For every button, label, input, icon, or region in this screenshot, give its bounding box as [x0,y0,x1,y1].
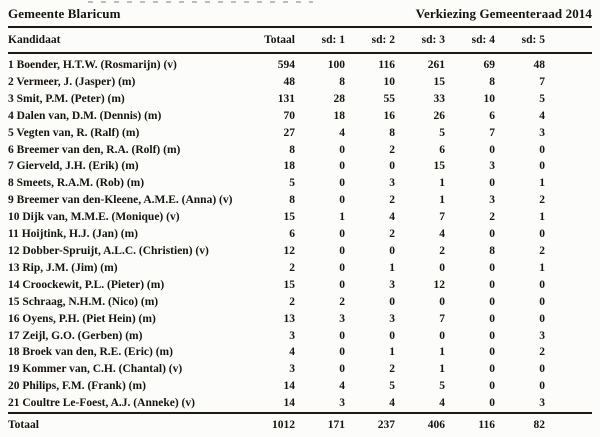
vote-count-cell: 1 [439,177,445,190]
vote-count-cell: 4 [339,380,345,393]
spacer-cell [545,378,592,395]
spacer-cell [545,91,592,108]
column-header: sd: 5 [495,28,545,53]
vote-count-cell: 0 [539,143,545,156]
vote-count-cell: 0 [539,228,545,241]
total-count-cell: 116 [445,413,495,437]
table-row [8,158,592,175]
candidate-name-cell: 11 Hoijtink, H.J. (Jan) (m) [8,228,139,241]
vote-count-cell: 48 [283,75,295,88]
vote-count-cell: 0 [439,329,445,342]
vote-count-cell: 0 [489,363,495,376]
spacer-cell [545,311,592,328]
vote-count-cell: 4 [289,346,295,359]
vote-count-cell: 18 [283,160,295,173]
spacer-cell [545,260,592,277]
vote-count-cell: 0 [489,143,495,156]
spacer-cell [545,243,592,260]
vote-count-cell: 6 [489,109,495,122]
vote-count-cell: 4 [439,228,445,241]
vote-count-cell: 0 [339,363,345,376]
table-row [8,378,592,395]
vote-count-cell: 6 [289,228,295,241]
total-count-cell: 406 [395,413,445,437]
vote-count-cell: 16 [383,109,395,122]
vote-count-cell: 1 [389,346,395,359]
spacer-cell [545,53,592,74]
table-row [8,192,592,209]
vote-count-cell: 3 [289,363,295,376]
candidate-name-cell: 8 Smeets, R.A.M. (Rob) (m) [8,177,145,190]
table-row [8,108,592,125]
vote-count-cell: 8 [389,126,395,139]
vote-count-cell: 3 [539,126,545,139]
vote-count-cell: 100 [327,59,345,71]
vote-count-cell: 48 [533,59,545,71]
candidate-name-cell: 19 Kommer van, C.H. (Chantal) (v) [8,363,183,376]
vote-count-cell: 0 [489,228,495,241]
spacer-cell [545,328,592,345]
vote-count-cell: 261 [427,59,445,71]
vote-count-cell: 3 [539,329,545,342]
vote-count-cell: 0 [489,312,495,325]
total-count-cell: 237 [345,413,395,437]
candidate-name-cell: 1 Boender, H.T.W. (Rosmarijn) (v) [8,59,177,71]
candidate-name-cell: 17 Zeijl, G.O. (Gerben) (m) [8,329,143,342]
vote-count-cell: 7 [439,211,445,224]
vote-count-cell: 0 [489,295,495,308]
vote-count-cell: 0 [489,278,495,291]
vote-count-cell: 14 [283,380,295,393]
vote-count-cell: 2 [439,244,445,257]
table-row [8,361,592,378]
vote-count-cell: 10 [383,75,395,88]
vote-count-cell: 0 [339,177,345,190]
vote-count-cell: 0 [439,295,445,308]
candidate-name-cell: 21 Coultre Le-Foest, A.J. (Anneke) (v) [8,397,195,410]
total-count-cell: 82 [495,413,545,437]
vote-count-cell: 0 [339,194,345,207]
column-header: sd: 3 [395,28,445,53]
table-row [8,53,592,74]
table-footer [8,413,592,437]
vote-count-cell: 0 [389,329,395,342]
vote-count-cell: 1 [439,363,445,376]
candidate-name-cell: 10 Dijk van, M.M.E. (Monique) (v) [8,211,180,224]
vote-count-cell: 0 [539,160,545,173]
vote-count-cell: 7 [539,75,545,88]
vote-count-cell: 3 [489,194,495,207]
vote-count-cell: 2 [389,363,395,376]
vote-count-cell: 131 [277,92,295,105]
column-header-kandidaat: Kandidaat [8,28,245,53]
vote-count-cell: 2 [389,143,395,156]
candidate-name-cell: 14 Croockewit, P.L. (Pieter) (m) [8,278,165,291]
table-row [8,328,592,345]
vote-count-cell: 0 [339,278,345,291]
vote-count-cell: 0 [489,397,495,410]
vote-count-cell: 0 [489,329,495,342]
spacer-cell [545,125,592,142]
candidate-name-cell: 6 Breemer van den, R.A. (Rolf) (m) [8,143,181,156]
table-row [8,344,592,361]
vote-count-cell: 0 [339,143,345,156]
vote-count-cell: 5 [389,380,395,393]
vote-count-cell: 0 [439,261,445,274]
vote-count-cell: 15 [283,211,295,224]
table-row [8,74,592,91]
spacer-cell [545,361,592,378]
vote-count-cell: 5 [439,380,445,393]
column-header: sd: 4 [445,28,495,53]
table-row [8,175,592,192]
spacer-cell [545,209,592,226]
vote-count-cell: 0 [539,363,545,376]
spacer-cell [545,226,592,243]
candidate-name-cell: 7 Gierveld, J.H. (Erik) (m) [8,160,139,173]
vote-count-cell: 1 [439,194,445,207]
table-row [8,294,592,311]
spacer-cell [545,277,592,294]
candidate-name-cell: 15 Schraag, N.H.M. (Nico) (m) [8,295,159,308]
vote-count-cell: 15 [433,160,445,173]
vote-count-cell: 116 [378,59,395,71]
vote-count-cell: 0 [489,380,495,393]
candidate-name-cell: 18 Broek van den, R.E. (Eric) (m) [8,346,173,359]
total-count-cell: 1012 [245,413,295,437]
vote-count-cell: 8 [489,75,495,88]
table-row [8,277,592,294]
vote-count-cell: 2 [389,228,395,241]
vote-count-cell: 69 [483,59,495,71]
vote-count-cell: 2 [389,194,395,207]
spacer-cell [545,413,592,437]
candidate-name-cell: 16 Oyens, P.H. (Piet Hein) (m) [8,312,156,325]
candidate-name-cell: 2 Vermeer, J. (Jasper) (m) [8,75,136,88]
table-row [8,91,592,108]
vote-count-cell: 27 [283,126,295,139]
vote-count-cell: 8 [289,143,295,156]
table-body [8,53,592,413]
vote-count-cell: 7 [439,312,445,325]
results-table [8,28,592,437]
table-row [8,260,592,277]
spacer-cell [545,294,592,311]
candidate-name-cell: 9 Breemer van den-Kleene, A.M.E. (Anna) (v) [8,194,233,207]
vote-count-cell: 1 [539,211,545,224]
vote-count-cell: 3 [339,312,345,325]
vote-count-cell: 15 [433,75,445,88]
table-header [8,28,592,53]
vote-count-cell: 2 [339,295,345,308]
vote-count-cell: 2 [489,211,495,224]
total-label-cell: Totaal [8,413,245,437]
vote-count-cell: 3 [289,329,295,342]
vote-count-cell: 3 [489,160,495,173]
vote-count-cell: 1 [439,346,445,359]
table-row [8,395,592,413]
vote-count-cell: 0 [339,346,345,359]
spacer-cell [545,175,592,192]
vote-count-cell: 1 [539,261,545,274]
vote-count-cell: 1 [339,211,345,224]
vote-count-cell: 0 [489,261,495,274]
vote-count-cell: 0 [339,228,345,241]
vote-count-cell: 26 [433,109,445,122]
vote-count-cell: 0 [339,329,345,342]
vote-count-cell: 0 [539,380,545,393]
vote-count-cell: 4 [539,109,545,122]
vote-count-cell: 0 [539,278,545,291]
vote-count-cell: 70 [283,109,295,122]
total-row [8,413,592,437]
vote-count-cell: 5 [439,126,445,139]
vote-count-cell: 0 [539,295,545,308]
table-row [8,142,592,159]
vote-count-cell: 3 [339,397,345,410]
vote-count-cell: 2 [539,244,545,257]
candidate-name-cell: 5 Vegten van, R. (Ralf) (m) [8,126,140,139]
candidate-name-cell: 12 Dobber-Spruijt, A.L.C. (Christien) (v) [8,244,209,257]
vote-count-cell: 1 [539,177,545,190]
table-row [8,311,592,328]
vote-count-cell: 8 [339,75,345,88]
spacer-cell [545,108,592,125]
vote-count-cell: 15 [283,278,295,291]
vote-count-cell: 5 [289,177,295,190]
vote-count-cell: 3 [389,312,395,325]
table-row [8,125,592,142]
candidate-name-cell: 20 Philips, F.M. (Frank) (m) [8,380,146,393]
spacer-cell [545,192,592,209]
vote-count-cell: 0 [389,244,395,257]
vote-count-cell: 33 [433,92,445,105]
spacer-cell [545,158,592,175]
table-row [8,243,592,260]
election-title: Verkiezing Gemeenteraad 2014 [415,6,592,21]
vote-count-cell: 2 [289,295,295,308]
header-row [8,28,592,53]
vote-count-cell: 18 [333,109,345,122]
vote-count-cell: 4 [439,397,445,410]
candidate-name-cell: 4 Dalen van, D.M. (Dennis) (m) [8,109,162,122]
vote-count-cell: 3 [389,278,395,291]
vote-count-cell: 12 [283,244,295,257]
vote-count-cell: 28 [333,92,345,105]
spacer-cell [545,395,592,413]
vote-count-cell: 0 [339,261,345,274]
vote-count-cell: 0 [339,160,345,173]
spacer-cell [545,142,592,159]
vote-count-cell: 4 [389,211,395,224]
vote-count-cell: 5 [539,92,545,105]
vote-count-cell: 10 [483,92,495,105]
column-header: sd: 1 [295,28,345,53]
vote-count-cell: 8 [289,194,295,207]
vote-count-cell: 6 [439,143,445,156]
vote-count-cell: 8 [489,244,495,257]
vote-count-cell: 12 [433,278,445,291]
vote-count-cell: 4 [339,126,345,139]
vote-count-cell: 2 [539,346,545,359]
vote-count-cell: 7 [489,126,495,139]
spacer-cell [545,74,592,91]
vote-count-cell: 0 [539,312,545,325]
vote-count-cell: 14 [283,397,295,410]
vote-count-cell: 2 [539,194,545,207]
spacer-cell [545,28,592,53]
document-header [8,4,592,28]
vote-count-cell: 2 [289,261,295,274]
column-header: Totaal [245,28,295,53]
candidate-name-cell: 13 Rip, J.M. (Jim) (m) [8,261,118,274]
spacer-cell [545,344,592,361]
table-row [8,209,592,226]
vote-count-cell: 0 [339,244,345,257]
column-header: sd: 2 [345,28,395,53]
vote-count-cell: 0 [489,346,495,359]
vote-count-cell: 4 [389,397,395,410]
vote-count-cell: 594 [277,59,295,71]
vote-count-cell: 0 [389,295,395,308]
vote-count-cell: 3 [389,177,395,190]
vote-count-cell: 1 [389,261,395,274]
vote-count-cell: 55 [383,92,395,105]
vote-count-cell: 3 [539,397,545,410]
total-count-cell: 171 [295,413,345,437]
vote-count-cell: 0 [489,177,495,190]
candidate-name-cell: 3 Smit, P.M. (Peter) (m) [8,92,125,105]
municipality-title: Gemeente Blaricum [8,6,121,21]
scan-artifact [88,1,313,3]
table-row [8,226,592,243]
vote-count-cell: 13 [283,312,295,325]
vote-count-cell: 0 [389,160,395,173]
